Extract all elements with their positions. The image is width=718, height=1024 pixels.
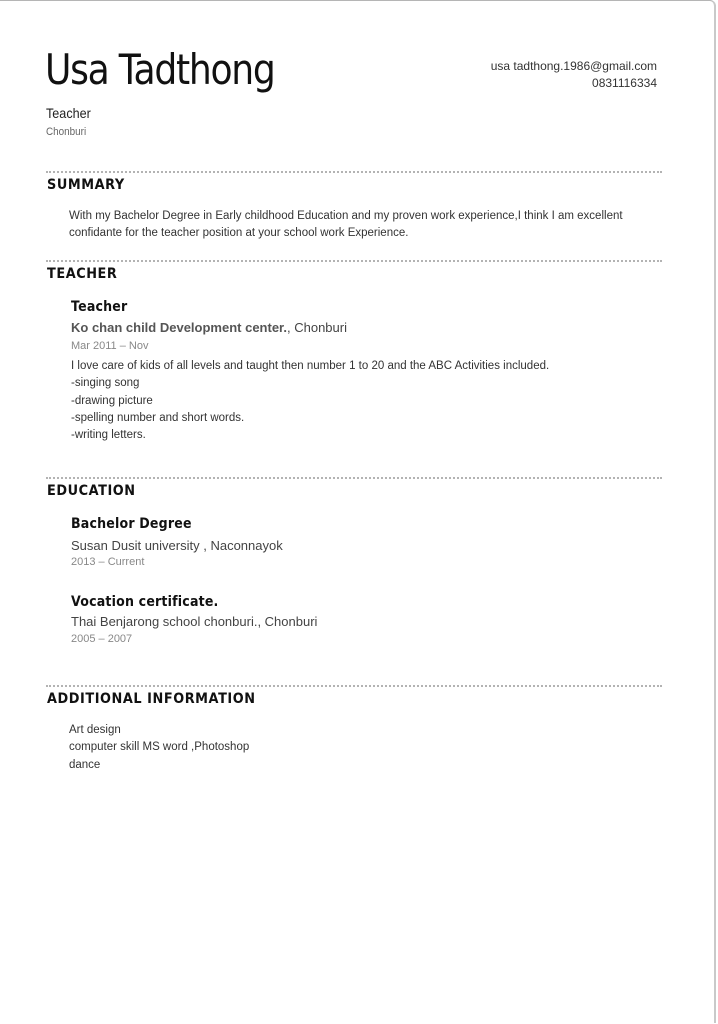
section-divider xyxy=(46,260,662,262)
description-line: -writing letters. xyxy=(71,429,146,442)
summary-line: confidante for the teacher position at your school work Experience. xyxy=(69,227,409,240)
experience-entry-description xyxy=(71,358,549,444)
section-title-education: EDUCATION xyxy=(47,483,136,499)
description-line: I love care of kids of all levels and taught then number 1 to 20 and the ABC Activities included. xyxy=(71,360,550,372)
section-title-experience: TEACHER xyxy=(47,266,118,282)
section-title-summary: SUMMARY xyxy=(47,177,125,193)
experience-entry-title: Teacher xyxy=(71,299,128,315)
section-divider xyxy=(46,685,662,687)
education-entry-org: Thai Benjarong school chonburi., Chonburi xyxy=(71,614,318,629)
candidate-title: Teacher xyxy=(46,105,91,121)
education-entry-title: Bachelor Degree xyxy=(71,516,192,532)
experience-entry-date: Mar 2011 – Nov xyxy=(71,340,149,352)
experience-entry-org xyxy=(71,320,347,335)
section-title-additional: ADDITIONAL INFORMATION xyxy=(47,691,256,707)
description-line: -spelling number and short words. xyxy=(71,411,245,424)
education-entry-title: Vocation certificate. xyxy=(71,594,219,610)
education-entry-org: Susan Dusit university , Naconnayok xyxy=(71,538,283,553)
additional-info-item: Art design xyxy=(69,724,121,736)
experience-entry-org-name: Ko chan child Development center. xyxy=(71,320,287,335)
description-line: -drawing picture xyxy=(71,394,153,407)
contact-phone: 0831116334 xyxy=(592,76,657,90)
experience-entry-place: , Chonburi xyxy=(287,320,347,335)
candidate-location: Chonburi xyxy=(46,126,87,138)
summary-text xyxy=(69,208,623,243)
additional-info-item: computer skill MS word ,Photoshop xyxy=(69,741,250,754)
candidate-name: Usa Tadthong xyxy=(45,45,275,94)
contact-block xyxy=(491,58,657,92)
additional-info-item: dance xyxy=(69,758,101,771)
education-entry-date: 2005 – 2007 xyxy=(71,633,133,645)
education-entry-date: 2013 – Current xyxy=(71,556,145,568)
additional-info-list xyxy=(69,722,249,774)
description-line: -singing song xyxy=(71,377,140,390)
summary-line: With my Bachelor Degree in Early childhood Education and my proven work experience,I think I am excellent xyxy=(69,210,623,222)
section-divider xyxy=(46,477,662,479)
section-divider xyxy=(46,171,662,173)
contact-email[interactable]: usa tadthong.1986@gmail.com xyxy=(490,59,657,73)
